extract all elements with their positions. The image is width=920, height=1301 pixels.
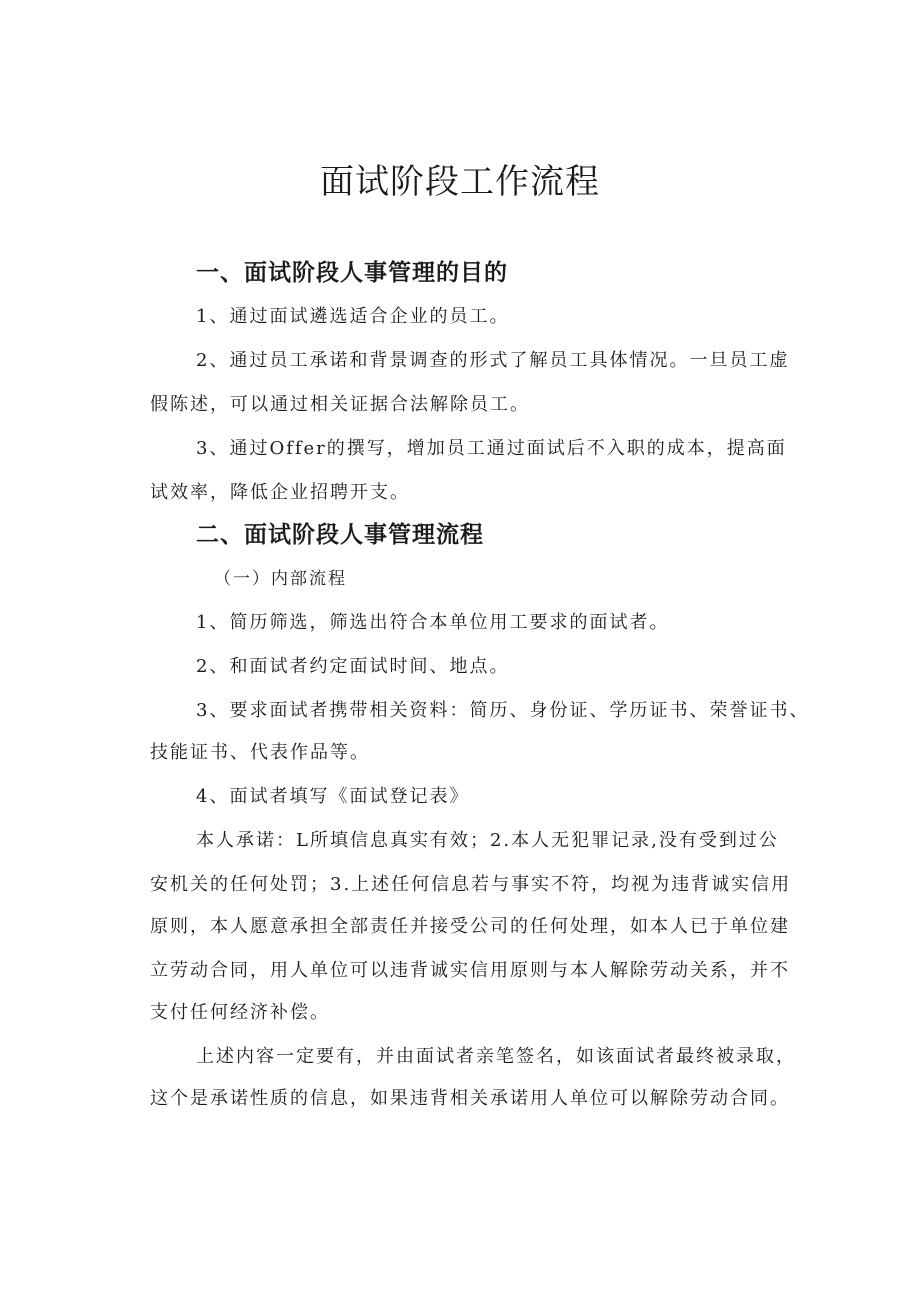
section-1-item-1: 1、通过面试遴选适合企业的员工。 [196, 306, 510, 327]
pledge-line-5: 支付任何经济补偿。 [150, 1002, 330, 1023]
section-2-item-3-cont: 技能证书、代表作品等。 [150, 742, 370, 763]
section-2-item-4: 4、面试者填写《面试登记表》 [196, 786, 470, 807]
document-title: 面试阶段工作流程 [320, 162, 600, 202]
pledge-line-3: 原则，本人愿意承担全部责任并接受公司的任何处理，如本人已于单位建 [150, 916, 790, 937]
section-2-item-3: 3、要求面试者携带相关资料：简历、身份证、学历证书、荣誉证书、 [196, 700, 810, 721]
section-1-item-3-cont: 试效率，降低企业招聘开支。 [150, 482, 410, 503]
section-2-item-2: 2、和面试者约定面试时间、地点。 [196, 656, 510, 677]
section-1-heading: 一、面试阶段人事管理的目的 [196, 260, 508, 286]
pledge-line-4: 立劳动合同，用人单位可以违背诚实信用原则与本人解除劳动关系，并不 [150, 960, 790, 981]
section-2-heading: 二、面试阶段人事管理流程 [196, 522, 484, 548]
section-2-item-1: 1、简历筛选，筛选出符合本单位用工要求的面试者。 [196, 612, 670, 633]
section-1-item-2-cont: 假陈述，可以通过相关证据合法解除员工。 [150, 394, 530, 415]
section-2-subheading: （一）内部流程 [214, 569, 347, 589]
section-1-item-2: 2、通过员工承诺和背景调查的形式了解员工具体情况。一旦员工虚 [196, 350, 790, 371]
pledge-line-2: 安机关的任何处罚；3.上述任何信息若与事实不符，均视为违背诚实信用 [150, 874, 792, 895]
note-line-2: 这个是承诺性质的信息，如果违背相关承诺用人单位可以解除劳动合同。 [150, 1088, 790, 1109]
section-1-item-3: 3、通过Offer的撰写，增加员工通过面试后不入职的成本，提高面 [196, 438, 787, 459]
note-line-1: 上述内容一定要有，并由面试者亲笔签名，如该面试者最终被录取， [196, 1046, 796, 1067]
pledge-line-1: 本人承诺：L所填信息真实有效；2.本人无犯罪记录,没有受到过公 [196, 830, 779, 851]
